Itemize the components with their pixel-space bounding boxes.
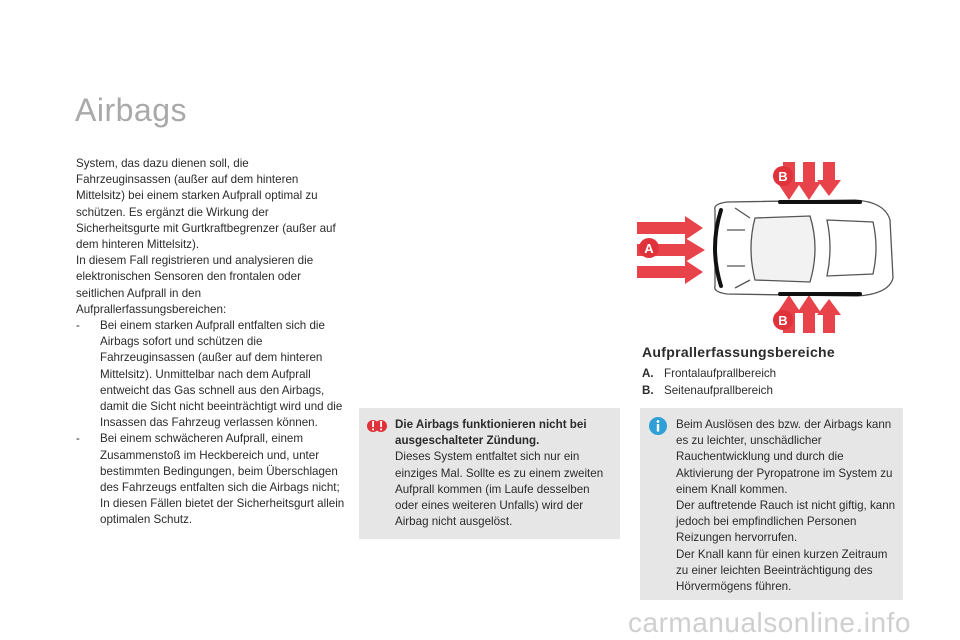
intro-paragraph-2: In diesem Fall registrieren und analysieren die elektronischen Sensoren den frontalen oder seitlichen Aufprall in den Aufprallerfassungsbereichen: (76, 254, 314, 316)
info-box (640, 408, 903, 600)
car-impact-diagram (635, 160, 915, 335)
list-dash: - (76, 319, 80, 333)
list-item (76, 318, 346, 431)
list-dash: - (76, 432, 80, 446)
label-b-top: B (778, 169, 788, 184)
warning-box (359, 408, 620, 539)
legend-row (642, 383, 776, 400)
warning-text (395, 417, 614, 530)
warning-icon (367, 416, 387, 436)
car-outline (715, 200, 893, 296)
legend-label: Seitenaufprallbereich (664, 383, 773, 397)
legend (642, 366, 776, 399)
legend-key: B. (642, 383, 654, 397)
info-icon (648, 416, 668, 436)
warning-body: Dieses System entfaltet sich nur ein einziges Mal. Sollte es zu einem zweiten Aufprall kommen (im Laufe desselben oder eines weiteren Unfalls) wird der Airbag nicht ausgelöst. (395, 450, 604, 529)
intro-paragraph-1: System, das dazu dienen soll, die Fahrzeuginsassen (außer auf dem hinteren Mittelsitz) bei einem starken Aufprall optimal zu schützen. Es ergänzt die Wirkung der Sicherheitsgurte mit Gurtkraftbegrenzer (außer auf dem hinteren Mittelsitz). (76, 157, 336, 252)
list-item-text: Bei einem starken Aufprall entfalten sich die Airbags sofort und schützen die Fahrzeuginsassen (außer auf dem hinteren Mittelsitz). Unmittelbar nach dem Aufprall entweicht das Gas schnell aus den Airbags, damit die Sicht nicht beeinträchtigt wird und die Insassen das Fahrzeug verlassen können. (100, 319, 343, 430)
legend-row (642, 366, 776, 383)
warning-heading: Die Airbags funktionieren nicht bei ausgeschalteter Zündung. (395, 418, 587, 448)
info-paragraph-2: Der auftretende Rauch ist nicht giftig, kann jedoch bei empfindlichen Personen Reizungen hervorrufen. (676, 499, 896, 545)
list-item-text: Bei einem schwächeren Aufprall, einem Zusammenstoß im Heckbereich und, unter bestimmten Bedingungen, beim Überschlagen des Fahrzeugs entfalten sich die Airbags nicht; In diesen Fällen bietet der Sicherheitsgurt allein optimalen Schutz. (100, 432, 345, 527)
label-b-top-marker (773, 166, 793, 186)
label-a-marker (639, 238, 659, 258)
legend-label: Frontalaufprallbereich (664, 367, 777, 380)
label-a: A (644, 241, 654, 256)
legend-key: A. (642, 367, 654, 380)
page-title: Airbags (75, 92, 187, 128)
info-paragraph-1: Beim Auslösen des bzw. der Airbags kann es zu leichter, unschädlicher Rauchentwicklung und durch die Aktivierung der Pyropatrone im System zu einem Knall kommen. (676, 418, 893, 496)
intro-column (76, 156, 346, 529)
info-paragraph-3: Der Knall kann für einen kurzen Zeitraum zu einer leichten Beeinträchtigung des Hörvermögens führen. (676, 547, 888, 594)
info-text (676, 417, 897, 595)
list-item (76, 431, 346, 528)
section-title: Aufprallerfassungsbereiche (642, 344, 835, 360)
label-b-bottom-marker (773, 310, 793, 330)
label-b-bottom: B (778, 313, 788, 328)
watermark: carmanualsonline.info (628, 607, 911, 638)
